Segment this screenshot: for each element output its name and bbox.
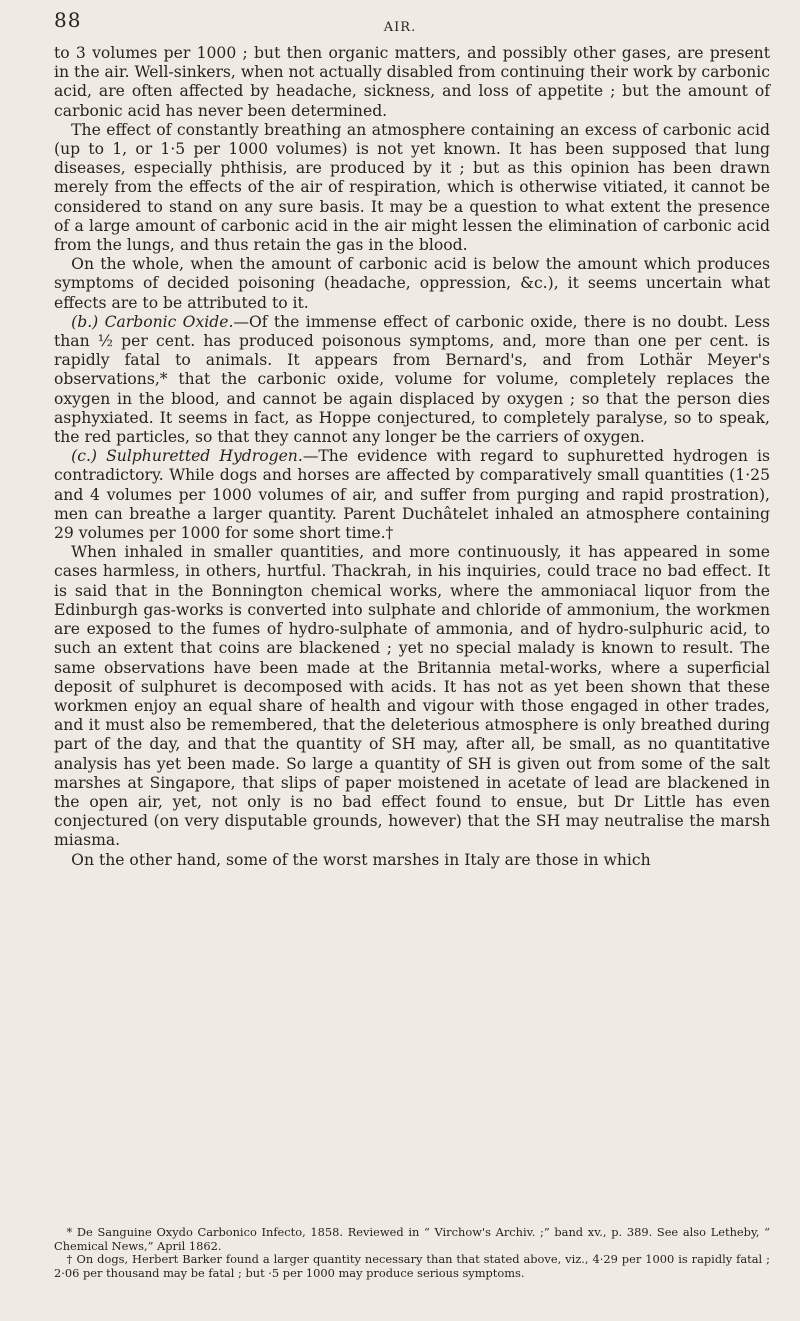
paragraph — [54, 447, 770, 543]
page-number: 88 — [54, 8, 82, 32]
paragraph-text: —Of the immense effect of carbonic oxide, there is no doubt. Less than ½ per cent. has produced poisonous symptoms, and, more than one per cent. is rapidly fatal to animals. It appears from Bernard's, and from Lothär Meyer's observations,* that the carbonic oxide, volume for volume, completely replaces the oxygen in the blood, and cannot be again displaced by oxygen ; so that the person dies asphyxiated. It seems in fact, as Hoppe conjectured, to completely paralyse, so to speak, the red particles, so that they cannot any longer be the carriers of oxygen. — [54, 312, 770, 447]
paragraph: The effect of constantly breathing an atmosphere containing an excess of carbonic acid (up to 1, or 1·5 per 1000 volumes) is not yet known. It has been supposed that lung diseases, especially phthisis, are produced by it ; but as this opinion has been drawn merely from the effects of the air of respiration, which is otherwise vitiated, it cannot be considered to stand on any sure basis. It may be a question to what extent the presence of a large amount of carbonic acid in the air might lessen the elimination of carbonic acid from the lungs, and thus retain the gas in the blood. — [54, 120, 770, 255]
footnotes — [54, 1226, 770, 1280]
paragraph: On the whole, when the amount of carbonic acid is below the amount which produces symptoms of decided poisoning (headache, oppression, &c.), it seems uncertain what effects are to be attributed to it. — [54, 255, 770, 312]
paragraph — [54, 313, 770, 447]
footnote: * De Sanguine Oxydo Carbonico Infecto, 1858. Reviewed in “ Virchow's Archiv. ;” band xv., p. 389. See also Letheby, “ Chemical News,” April 1862. — [54, 1225, 770, 1253]
section-heading: (c.) Sulphuretted Hydrogen. — [71, 447, 303, 466]
paragraph-text: —The evidence with regard to suphuretted hydrogen is contradictory. While dogs and horses are affected by comparatively small quantities (1·25 and 4 volumes per 1000 volumes of air, and suffer from purging and rapid prostration), men can breathe a larger quantity. Parent Duchâtelet inhaled an atmosphere containing 29 volumes per 1000 for some short time.† — [54, 447, 770, 543]
section-heading: (b.) Carbonic Oxide. — [71, 312, 234, 331]
paragraph: to 3 volumes per 1000 ; but then organic matters, and possibly other gases, are present in the air. Well-sinkers, when not actually disabled from continuing their work by carbonic acid, are often affected by headache, sickness, and loss of appetite ; but the amount of carbonic acid has never been determined. — [54, 44, 770, 120]
running-head: AIR. — [383, 20, 417, 35]
body-text — [54, 44, 770, 870]
footnote: † On dogs, Herbert Barker found a larger quantity necessary than that stated above, viz., 4·29 per 1000 is rapidly fatal ; 2·06 per thousand may be fatal ; but ·5 per 1000 may produce serious symptoms. — [54, 1252, 770, 1280]
paragraph: On the other hand, some of the worst marshes in Italy are those in which — [71, 850, 651, 869]
paragraph: When inhaled in smaller quantities, and more continuously, it has appeared in some cases harmless, in others, hurtful. Thackrah, in his inquiries, could trace no bad effect. It is said that in the Bonnington chemical works, where the ammoniacal liquor from the Edinburgh gas-works is converted into sulphate and chloride of ammonium, the workmen are exposed to the fumes of hydro-sulphate of ammonia, and of hydro-sulphuric acid, to such an extent that coins are blackened ; yet no special malady is known to result. The same observations have been made at the Britannia metal-works, where a superficial deposit of sulphuret is decomposed with acids. It has not as yet been shown that these workmen enjoy an equal share of health and vigour with those engaged in other trades, and it must also be remembered, that the deleterious atmosphere is only breathed during part of the day, and that the quantity of SH may, after all, be small, as no quantitative analysis has yet been made. So large a quantity of SH is given out from some of the salt marshes at Singapore, that slips of paper moistened in acetate of lead are blackened in the open air, yet, not only is no bad effect found to ensue, but Dr Little has even conjectured (on very disputable grounds, however) that the SH may neutralise the marsh miasma. — [54, 543, 770, 850]
